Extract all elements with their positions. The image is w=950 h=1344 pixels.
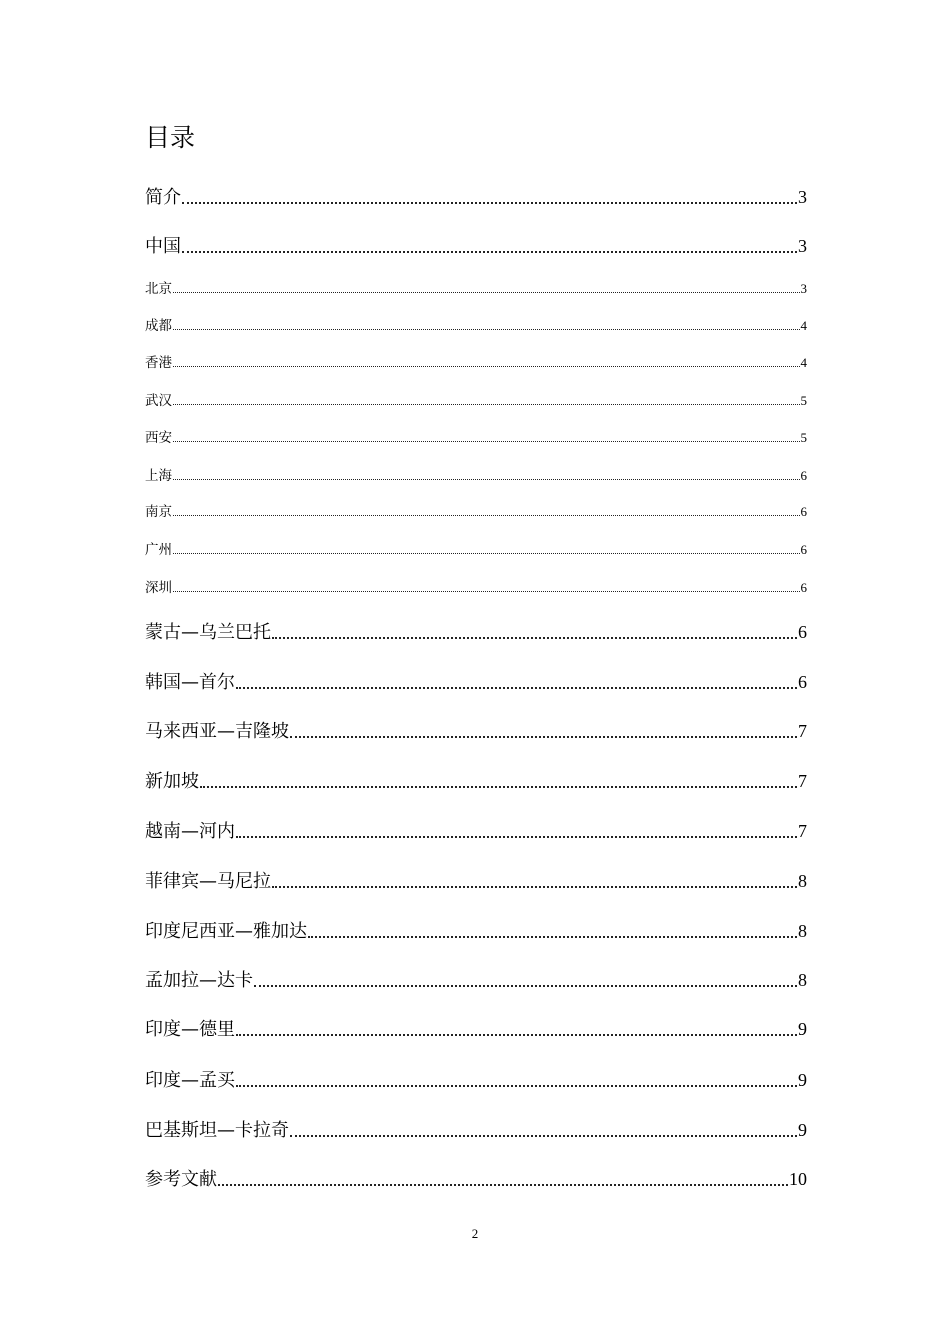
toc-subentry[interactable] <box>145 277 807 297</box>
toc-entry[interactable] <box>145 1015 807 1041</box>
dot-leader <box>173 366 800 367</box>
dot-leader <box>254 985 797 987</box>
toc-entry[interactable] <box>145 767 807 793</box>
toc-entry-page-number: 8 <box>798 871 807 891</box>
toc-subentry[interactable] <box>145 576 807 596</box>
toc-entry-label: 中国 <box>145 236 181 257</box>
toc-subentry[interactable] <box>145 500 807 520</box>
toc-subentry[interactable] <box>145 351 807 371</box>
toc-entry[interactable] <box>145 1066 807 1092</box>
toc-entry[interactable] <box>145 966 807 992</box>
dot-leader <box>236 1085 797 1087</box>
toc-entry-label: 参考文献 <box>145 1169 217 1190</box>
toc-entry-page-number: 6 <box>798 622 807 642</box>
toc-entry-label: 北京 <box>145 281 172 297</box>
toc-entry-label: 韩国—首尔 <box>145 672 235 693</box>
toc-subentry[interactable] <box>145 389 807 409</box>
toc-entry-label: 深圳 <box>145 580 172 596</box>
toc-entry-label: 简介 <box>145 187 181 208</box>
toc-entry-label: 成都 <box>145 318 172 334</box>
dot-leader <box>290 1135 797 1137</box>
toc-entry-label: 广州 <box>145 542 172 558</box>
footer-page-number: 2 <box>471 1226 479 1241</box>
dot-leader <box>308 936 797 938</box>
toc-entry-label: 新加坡 <box>145 771 199 792</box>
toc-entry-page-number: 8 <box>798 921 807 941</box>
toc-subentry[interactable] <box>145 314 807 334</box>
dot-leader <box>236 836 797 838</box>
toc-title: 目录 <box>145 123 196 152</box>
toc-entry-page-number: 10 <box>789 1169 807 1189</box>
toc-entry-page-number: 6 <box>800 542 807 557</box>
toc-entry-label: 孟加拉—达卡 <box>145 970 253 991</box>
toc-entry[interactable] <box>145 817 807 843</box>
dot-leader <box>173 591 800 592</box>
dot-leader <box>236 1034 797 1036</box>
toc-entry[interactable] <box>145 1165 807 1191</box>
toc-entry[interactable] <box>145 867 807 893</box>
toc-entry[interactable] <box>145 668 807 694</box>
toc-entry[interactable] <box>145 618 807 644</box>
toc-entry-label: 香港 <box>145 355 172 371</box>
toc-entry-label: 菲律宾—马尼拉 <box>145 871 271 892</box>
dot-leader <box>173 553 800 554</box>
toc-entry-page-number: 6 <box>800 580 807 595</box>
toc-entry[interactable] <box>145 717 807 743</box>
toc-entry-page-number: 9 <box>798 1019 807 1039</box>
toc-entry-page-number: 6 <box>800 504 807 519</box>
toc-entry-label: 印度—德里 <box>145 1019 235 1040</box>
toc-entry-label: 印度尼西亚—雅加达 <box>145 921 307 942</box>
dot-leader <box>272 886 797 888</box>
toc-entry[interactable] <box>145 183 807 209</box>
toc-subentry[interactable] <box>145 538 807 558</box>
toc-entry-page-number: 3 <box>798 187 807 207</box>
toc-entry-page-number: 7 <box>798 821 807 841</box>
dot-leader <box>173 329 800 330</box>
dot-leader <box>173 404 800 405</box>
toc-entry[interactable] <box>145 1116 807 1142</box>
toc-entry-page-number: 9 <box>798 1120 807 1140</box>
toc-entry-label: 南京 <box>145 504 172 520</box>
toc-entry-page-number: 3 <box>800 281 807 296</box>
toc-entry[interactable] <box>145 917 807 943</box>
toc-entry-page-number: 7 <box>798 721 807 741</box>
toc-entry-label: 越南—河内 <box>145 821 235 842</box>
toc-entry-label: 蒙古—乌兰巴托 <box>145 622 271 643</box>
toc-entry-page-number: 8 <box>798 970 807 990</box>
toc-entry-page-number: 9 <box>798 1070 807 1090</box>
toc-entry-label: 巴基斯坦—卡拉奇 <box>145 1120 289 1141</box>
toc-entry-label: 西安 <box>145 430 172 446</box>
toc-entry-page-number: 4 <box>800 318 807 333</box>
dot-leader <box>236 687 797 689</box>
dot-leader <box>173 292 800 293</box>
dot-leader <box>182 251 797 253</box>
toc-entry-label: 马来西亚—吉隆坡 <box>145 721 289 742</box>
toc-entry-page-number: 4 <box>800 355 807 370</box>
toc-entry-page-number: 5 <box>800 430 807 445</box>
dot-leader <box>290 736 797 738</box>
toc-entry-page-number: 6 <box>798 672 807 692</box>
dot-leader <box>272 637 797 639</box>
toc-entry-page-number: 7 <box>798 771 807 791</box>
toc-entry-label: 印度—孟买 <box>145 1070 235 1091</box>
toc-entry[interactable] <box>145 232 807 258</box>
toc-subentry[interactable] <box>145 426 807 446</box>
toc-entry-page-number: 6 <box>800 468 807 483</box>
toc-subentry[interactable] <box>145 464 807 484</box>
dot-leader <box>173 515 800 516</box>
toc-entry-page-number: 5 <box>800 393 807 408</box>
dot-leader <box>218 1184 788 1186</box>
dot-leader <box>182 202 797 204</box>
toc-entry-page-number: 3 <box>798 236 807 256</box>
toc-entry-label: 武汉 <box>145 393 172 409</box>
dot-leader <box>200 786 797 788</box>
toc-entry-label: 上海 <box>145 468 172 484</box>
dot-leader <box>173 441 800 442</box>
dot-leader <box>173 479 800 480</box>
